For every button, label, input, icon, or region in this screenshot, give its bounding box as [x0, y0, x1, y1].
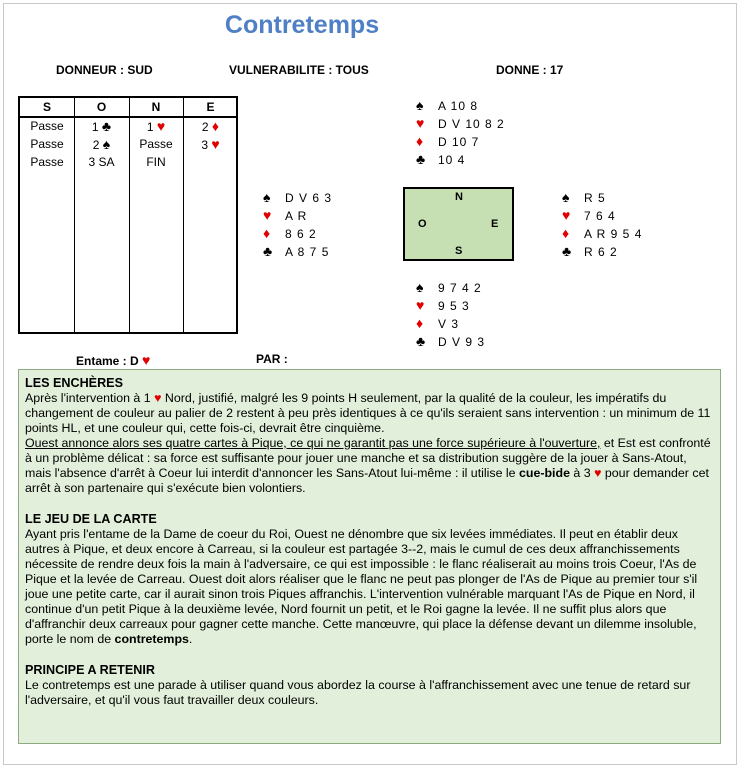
auction-bid: Passe — [30, 119, 64, 133]
auction-table — [18, 96, 238, 334]
east-hearts: 7 6 4 — [584, 209, 616, 223]
vulnerabilite-label: VULNERABILITE : TOUS — [229, 63, 369, 77]
section-title-encheres: LES ENCHÈRES — [25, 376, 123, 390]
auction-bid: Passe — [30, 155, 64, 169]
commentary-box — [18, 369, 721, 744]
auction-bid: Passe — [30, 137, 64, 151]
auction-bid: 3 SA — [88, 155, 115, 169]
west-hand — [263, 188, 332, 260]
north-spades: A 10 8 — [438, 99, 479, 113]
south-clubs: D V 9 3 — [438, 335, 486, 349]
auction-bid: 2 ♠ — [92, 136, 111, 152]
auction-header-n: N — [151, 100, 161, 114]
compass-north: N — [455, 191, 463, 203]
spade-icon: ♠ — [562, 189, 571, 205]
club-icon: ♣ — [263, 243, 274, 259]
club-icon: ♣ — [416, 333, 427, 349]
west-clubs: A 8 7 5 — [285, 245, 330, 259]
donne-label: DONNE : 17 — [496, 63, 564, 77]
west-diamonds: 8 6 2 — [285, 227, 317, 241]
south-diamonds: V 3 — [438, 317, 460, 331]
donneur-label: DONNEUR : SUD — [56, 63, 153, 77]
north-hearts: D V 10 8 2 — [438, 117, 505, 131]
jeu-paragraph: Ayant pris l'entame de la Dame de coeur du Roi, Ouest ne dénombre que six levées immédiates. Il peut en établir deux autres à Pique, et deux encore à Carreau, si la couleur est partagée 3--2, mais le cumul de ces deux affranchissements nécessite de rendre deux fois la main à l'adversaire, ce qui est impossible : le flanc réaliserait au moins trois Coeur, l'As de Pique et la levée de Carreau. Ouest doit alors réaliser que le flanc ne peut pas plonger de l'As de Pique au premier tour s'il joue une petite carte, car il aurait sinon trois Piques affranchis. L'intervention vulnérable marquant l'As de Pique en Nord, il continue d'un petit Pique à la deuxième levée, Nord fournit un petit, et le Roi gagne la levée. Il ne suffit plus alors que d'affranchir deux carreaux pour gagner cette manche. Cette manœuvre, qui place la défense devant un dilemme insoluble, porte le nom de contretemps. — [25, 527, 698, 646]
auction-bid: FIN — [146, 155, 166, 169]
auction-header-e: E — [206, 100, 215, 114]
heart-icon: ♥ — [416, 115, 426, 131]
principe-paragraph: Le contretemps est une parade à utiliser quand vous abordez la course à l'affranchissement avec une tenue de retard sur l'adversaire, et qu'il vous faut travailler deux couleurs. — [25, 678, 691, 707]
bid-suit-icon: ♠ — [102, 136, 111, 152]
east-hand — [562, 188, 642, 260]
compass-west: O — [418, 218, 427, 230]
compass-table — [403, 187, 514, 261]
par-label: PAR : — [256, 352, 288, 366]
west-spades: D V 6 3 — [285, 191, 333, 205]
auction-bid: 3 ♥ — [201, 136, 220, 152]
spade-icon: ♠ — [263, 189, 272, 205]
auction-bid: 1 ♥ — [146, 118, 166, 134]
spade-icon: ♠ — [416, 279, 425, 295]
club-icon: ♣ — [562, 243, 573, 259]
entame-text: Entame : D — [76, 354, 139, 368]
auction-bid: Passe — [139, 137, 173, 151]
compass-east: E — [491, 218, 499, 230]
north-clubs: 10 4 — [438, 153, 466, 167]
bid-suit-icon: ♥ — [156, 118, 166, 134]
spade-icon: ♠ — [416, 97, 425, 113]
compass-south: S — [455, 245, 463, 257]
bid-suit-icon: ♣ — [101, 118, 112, 134]
diamond-icon: ♦ — [263, 225, 272, 241]
diamond-icon: ♦ — [562, 225, 571, 241]
south-spades: 9 7 4 2 — [438, 281, 482, 295]
auction-header-o: O — [96, 100, 107, 114]
bid-suit-icon: ♦ — [211, 118, 220, 134]
section-title-jeu: LE JEU DE LA CARTE — [25, 512, 157, 526]
heart-icon: ♥ — [263, 207, 273, 223]
west-hearts: A R — [285, 209, 308, 223]
encheres-paragraph-2: Ouest annonce alors ses quatre cartes à Pique, ce qui ne garantit pas une force supérieure à l'ouverture, et Est est confronté à un problème délicat : sa force est suffisante pour jouer une manche et sa distribution suggère de la jouer à Sans-Atout, mais l'absence d'arrêt à Coeur lui interdit d'annoncer les Sans-Atout lui-même : il utilise le cue-bide à 3 ♥ pour demander cet arrêt à son partenaire qui s'exécute bien volontiers. — [25, 436, 711, 495]
south-hand — [416, 278, 485, 350]
heart-icon: ♥ — [154, 391, 162, 405]
north-hand — [416, 96, 505, 168]
section-title-principe: PRINCIPE A RETENIR — [25, 663, 155, 677]
encheres-paragraph-1: Après l'intervention à 1 ♥ Nord, justifié, malgré les 9 points H seulement, par la qualité de la couleur, les impératifs du changement de couleur au palier de 2 restent à peu près identiques à ce qu'ils seraient sans intervention : un minimum de 11 points HL, et une couleur qui, cette fois-ci, devrait être cinquième. — [25, 391, 711, 435]
heart-icon: ♥ — [416, 297, 426, 313]
heart-icon: ♥ — [562, 207, 572, 223]
entame-label — [76, 352, 150, 368]
east-diamonds: A R 9 5 4 — [584, 227, 643, 241]
auction-bid: 2 ♦ — [201, 118, 220, 134]
bid-suit-icon: ♥ — [211, 136, 220, 152]
east-spades: R 5 — [584, 191, 606, 205]
north-diamonds: D 10 7 — [438, 135, 480, 149]
south-hearts: 9 5 3 — [438, 299, 470, 313]
diamond-icon: ♦ — [416, 133, 425, 149]
heart-icon: ♥ — [142, 352, 151, 368]
auction-bid: 1 ♣ — [91, 118, 112, 134]
page-title: Contretemps — [224, 11, 380, 39]
club-icon: ♣ — [416, 151, 427, 167]
auction-header-s: S — [42, 100, 51, 114]
diamond-icon: ♦ — [416, 315, 425, 331]
east-clubs: R 6 2 — [584, 245, 618, 259]
heart-icon: ♥ — [594, 466, 602, 480]
